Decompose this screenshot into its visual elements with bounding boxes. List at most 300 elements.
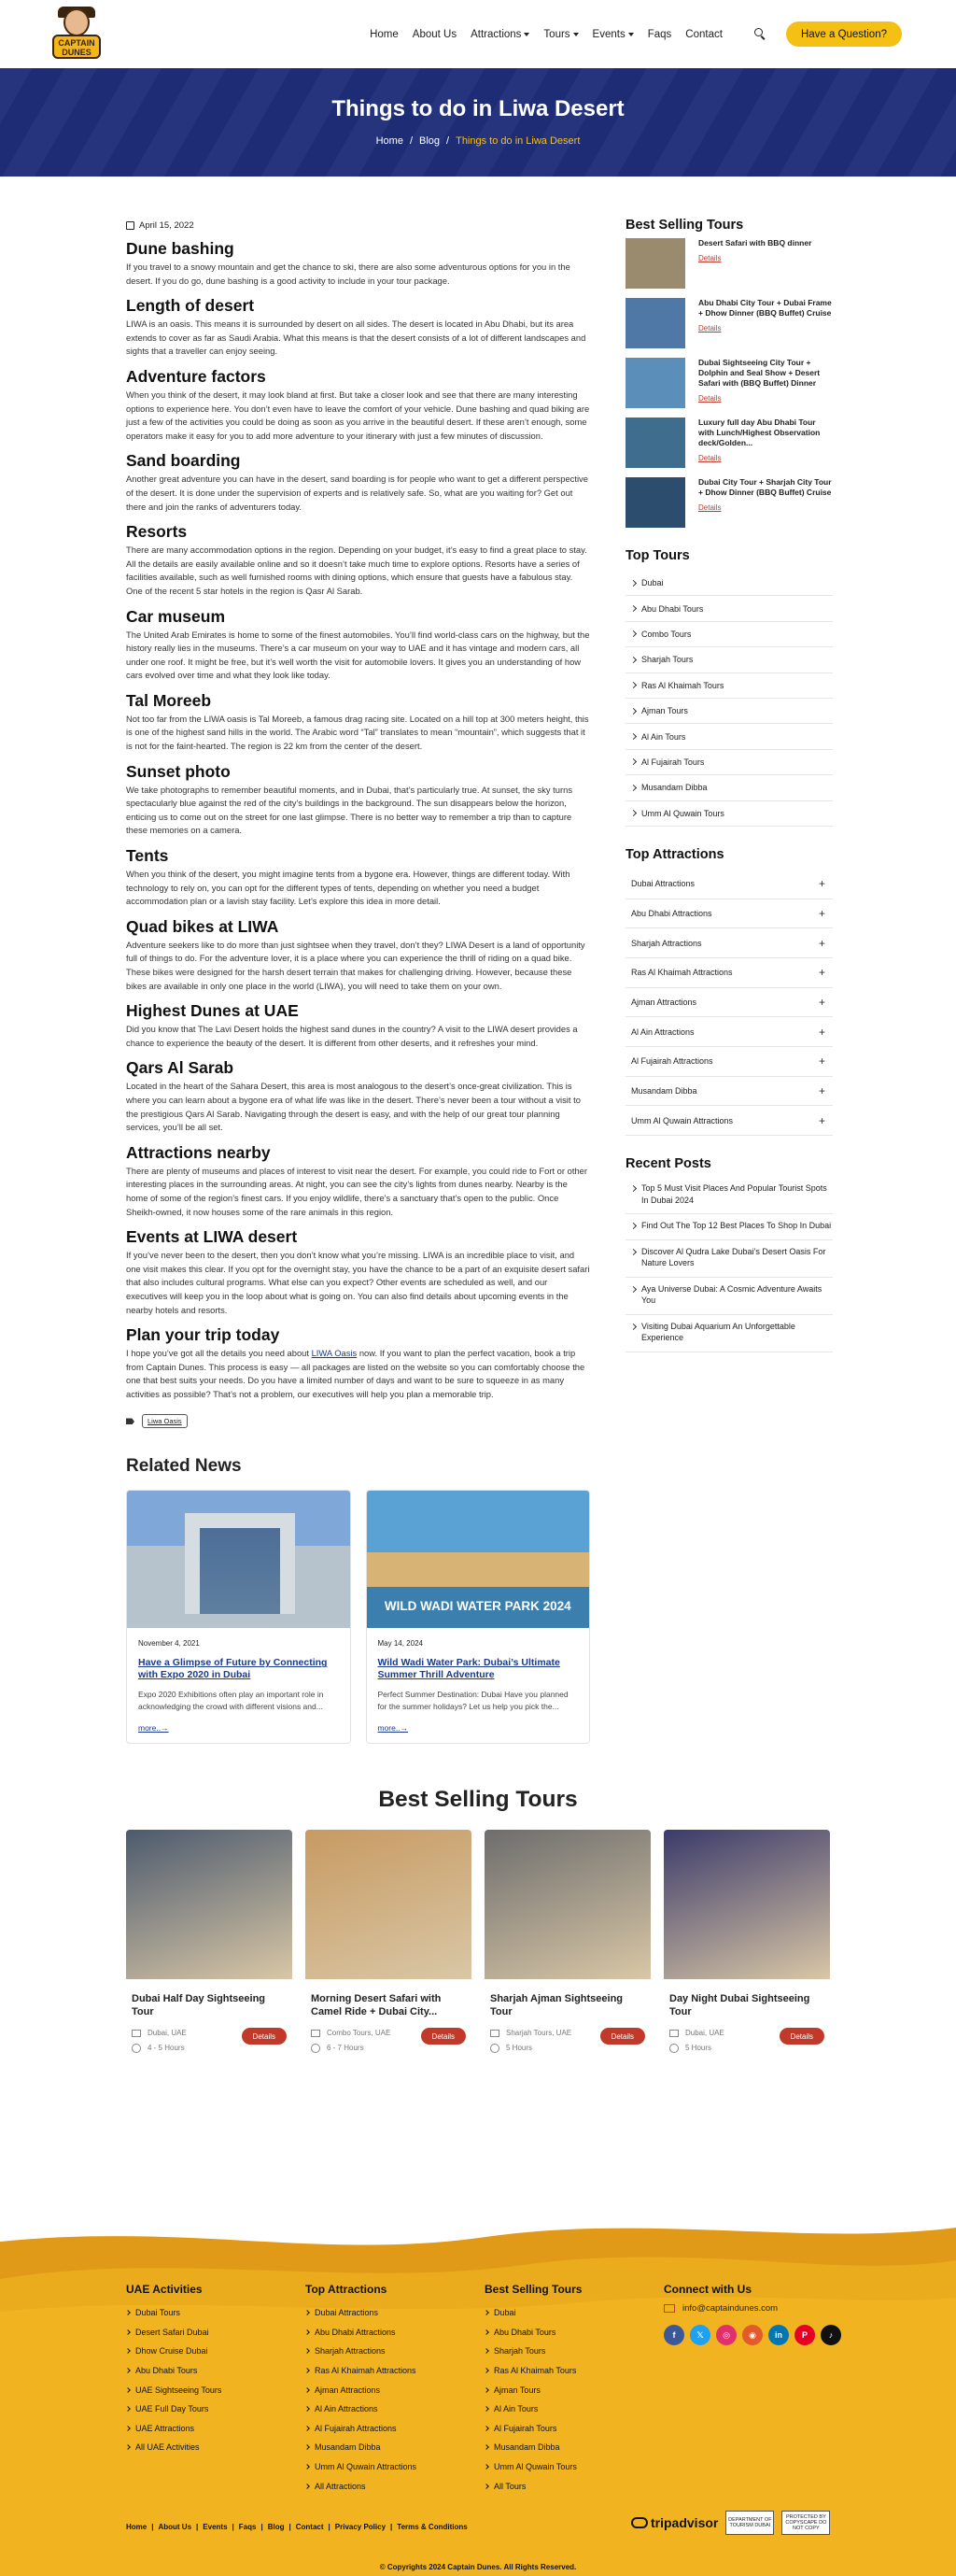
footer-link[interactable]: [305, 2476, 485, 2496]
top-tour-link[interactable]: [626, 750, 833, 775]
footer-link-label: Abu Dhabi Tours: [494, 2327, 556, 2337]
news-title-link[interactable]: Have a Glimpse of Future by Connecting with Expo 2020 in Dubai: [138, 1657, 328, 1681]
footer-link[interactable]: [485, 2323, 664, 2342]
recent-post-link[interactable]: [626, 1240, 833, 1278]
nav-item-home[interactable]: [370, 29, 399, 40]
post-date: [126, 220, 590, 231]
article: [126, 218, 590, 1744]
top-attraction-label: Al Ain Attractions: [631, 1026, 695, 1037]
recent-post-link[interactable]: [626, 1278, 833, 1315]
chevron-down-icon: [628, 33, 634, 36]
news-title-link[interactable]: Wild Wadi Water Park: Dubai’s Ultimate Summer Thrill Adventure: [377, 1657, 560, 1681]
captain-dunes-logo[interactable]: [52, 7, 101, 63]
best-selling-item[interactable]: [626, 238, 833, 289]
post-tags: [126, 1414, 590, 1428]
top-attraction-label: Al Fujairah Attractions: [631, 1056, 713, 1067]
chevron-right-icon: [484, 2484, 489, 2489]
chevron-right-icon: [304, 2464, 310, 2470]
tour-title[interactable]: Morning Desert Safari with Camel Ride + Dubai City...: [311, 1993, 442, 2018]
tour-title[interactable]: Dubai Half Day Sightseeing Tour: [132, 1993, 266, 2018]
footer-bottom-link[interactable]: Terms & Conditions: [397, 2523, 468, 2531]
footer-link-label: Umm Al Quwain Attractions: [315, 2462, 417, 2472]
x-icon[interactable]: 𝕏: [690, 2325, 710, 2345]
footer-link-label: Ajman Attractions: [315, 2385, 381, 2395]
chevron-right-icon: [304, 2484, 310, 2489]
footer-link-separator: |: [288, 2523, 291, 2531]
clock-icon: [132, 2044, 141, 2053]
recent-post-title: Top 5 Must Visit Places And Popular Tourist Spots In Dubai 2024: [641, 1183, 827, 1205]
footer-link[interactable]: [126, 2342, 305, 2361]
details-link[interactable]: Details: [698, 503, 722, 512]
footer-column-title: Top Attractions: [305, 2283, 387, 2296]
chevron-right-icon: [125, 2349, 131, 2355]
top-tour-label: Abu Dhabi Tours: [641, 603, 704, 614]
footer-link-label: Dubai: [494, 2308, 516, 2318]
top-tour-link[interactable]: [626, 801, 833, 827]
best-selling-item-body: [698, 358, 833, 408]
expo-2020-image[interactable]: [127, 1491, 350, 1628]
section-heading: Car museum: [126, 606, 226, 626]
breadcrumb-item[interactable]: Home: [375, 135, 403, 147]
top-attraction-label: Dubai Attractions: [631, 879, 696, 889]
chevron-right-icon: [304, 2445, 310, 2451]
mail-icon: [664, 2304, 675, 2313]
footer-link-label: Umm Al Quwain Tours: [494, 2462, 577, 2472]
chevron-right-icon: [630, 580, 637, 587]
top-attraction-item[interactable]: [626, 1106, 833, 1136]
footer-link[interactable]: [305, 2361, 485, 2381]
tour-image[interactable]: [485, 1830, 651, 1979]
search-icon[interactable]: [754, 28, 767, 41]
nav-item-events[interactable]: [593, 29, 634, 40]
logo-face: [63, 8, 90, 36]
footer-column: [305, 2283, 485, 2496]
tour-duration: [132, 2043, 187, 2054]
footer-link[interactable]: [126, 2438, 305, 2457]
top-tour-label: Musandam Dibba: [641, 783, 708, 793]
related-news-card[interactable]: [366, 1490, 591, 1744]
best-selling-tours-grid: [0, 1830, 956, 2065]
footer-bottom-link[interactable]: Events: [203, 2523, 228, 2531]
chevron-right-icon: [630, 1185, 637, 1192]
footer-link[interactable]: [485, 2438, 664, 2457]
sidebar: [626, 218, 833, 1744]
tour-location-text: Dubai, UAE: [148, 2029, 187, 2038]
tripadvisor-text: tripadvisor: [651, 2515, 719, 2530]
related-news-title: Related News: [126, 1456, 242, 1477]
tour-thumbnail[interactable]: [626, 298, 685, 348]
footer-link[interactable]: [305, 2457, 485, 2477]
section-paragraph: There are plenty of museums and places of interest to visit near the desert. For example, you could ride to Fort or other interesting places in the surrounding areas. At night, you can see the city’s lights from dunes nearby. Nearby is the home of some of the region’s finest cars. If you enjoy wildlife, there’s a sanctuary that’s open to the public. Once Sheikh-owned, it now houses some of the rare animals in this region.: [126, 1165, 587, 1217]
logo-text: CAPTAIN DUNES: [52, 35, 101, 59]
section-paragraph: We take photographs to remember beautiful moments, and in Dubai, that’s particularly true. At sunset, the sky turns spectacularly blue against the red of the city’s buildings in the background. The sun disappears below the horizon, enticing us to come out on the street for one last glimpse. There is no better way to remember a trip than to capture these memories on a camera.: [126, 784, 573, 836]
footer-column-title: UAE Activities: [126, 2283, 203, 2296]
footer-link[interactable]: [485, 2380, 664, 2399]
tour-duration: [669, 2043, 724, 2054]
section-paragraph: Adventure seekers like to do more than just sightsee when they travel, don’t they? LIWA Desert is a land of opportunity full of things to do. For the adventure lover, it is a place where you can experience the thrill of riding on a quad bike. These bikes were designed for the harsh desert terrain that makes for challenging driving. However, because these bikes are available in only one place in the world (LIWA), you will need to take them on your own.: [126, 939, 585, 991]
plus-icon[interactable]: +: [818, 966, 825, 980]
footer-link[interactable]: [485, 2419, 664, 2439]
tripadvisor-logo[interactable]: [631, 2515, 718, 2530]
chevron-right-icon: [630, 1223, 637, 1229]
footer-bottom-link[interactable]: About Us: [158, 2523, 192, 2531]
footer-bottom-link[interactable]: Faqs: [238, 2523, 257, 2531]
read-more-link[interactable]: more..→: [138, 1723, 169, 1734]
footer-link[interactable]: [305, 2399, 485, 2419]
chevron-right-icon: [630, 810, 637, 816]
chevron-right-icon: [125, 2426, 131, 2431]
section-heading: Tents: [126, 846, 169, 866]
best-selling-item-body: [698, 298, 833, 348]
tour-meta: [485, 2028, 651, 2058]
map-icon: [132, 2030, 141, 2037]
chevron-right-icon: [630, 657, 637, 663]
tiktok-icon[interactable]: ♪: [821, 2325, 841, 2345]
footer-link-label: Dhow Cruise Dubai: [135, 2346, 208, 2357]
have-a-question-button[interactable]: Have a Question?: [786, 21, 902, 47]
tour-location: [669, 2028, 724, 2039]
footer-link[interactable]: [126, 2380, 305, 2399]
plus-icon[interactable]: +: [818, 996, 825, 1009]
copyscape-badge: PROTECTED BY COPYSCAPE DO NOT COPY: [781, 2511, 830, 2535]
nav-item-label: Contact: [685, 28, 723, 40]
top-tour-label: Dubai: [641, 578, 664, 588]
nav-item-about-us[interactable]: [413, 29, 457, 40]
top-tour-link[interactable]: [626, 596, 833, 621]
footer-link[interactable]: [305, 2342, 485, 2361]
news-date: May 14, 2024: [377, 1639, 423, 1649]
top-tour-link[interactable]: [626, 699, 833, 724]
chevron-right-icon: [125, 2310, 131, 2315]
tour-location: [490, 2028, 571, 2039]
tour-image[interactable]: [664, 1830, 830, 1979]
top-tour-label: Ras Al Khaimah Tours: [641, 680, 724, 690]
footer-link-separator: |: [196, 2523, 199, 2531]
top-tour-link[interactable]: [626, 571, 833, 596]
tour-thumbnail[interactable]: [626, 358, 685, 408]
footer-bottom-link[interactable]: Home: [126, 2523, 148, 2531]
chevron-right-icon: [484, 2426, 489, 2431]
liwa-oasis-link[interactable]: LIWA Oasis: [311, 1348, 358, 1359]
footer-column: [126, 2283, 305, 2496]
tour-card[interactable]: [664, 1830, 830, 2065]
footer-bottom-link[interactable]: Contact: [295, 2523, 324, 2531]
footer-link[interactable]: [485, 2361, 664, 2381]
footer-link[interactable]: [126, 2399, 305, 2419]
section-heading: Tal Moreeb: [126, 690, 212, 710]
nav-item-label: Home: [370, 28, 399, 40]
top-attraction-item[interactable]: [626, 1047, 833, 1077]
nav-item-attractions[interactable]: [471, 29, 529, 40]
main-nav: [356, 29, 723, 40]
best-selling-item[interactable]: [626, 358, 833, 408]
top-attractions-list: [626, 870, 833, 1136]
top-tour-label: Sharjah Tours: [641, 655, 694, 665]
footer-link[interactable]: [485, 2342, 664, 2361]
nav-item-label: Faqs: [647, 28, 672, 40]
best-selling-tours-heading: Best Selling Tours: [626, 218, 744, 233]
footer-link-label: Ajman Tours: [494, 2385, 541, 2395]
breadcrumb: [0, 135, 956, 147]
plus-icon[interactable]: +: [818, 906, 825, 920]
top-tour-link[interactable]: [626, 673, 833, 699]
section-paragraph: [126, 1347, 590, 1401]
details-button[interactable]: Details: [421, 2028, 466, 2045]
tour-info: [132, 2028, 187, 2058]
page-hero: [0, 68, 956, 177]
copyright: © Copyrights 2024 Captain Dunes. All Rights Reserved.: [379, 2563, 577, 2571]
rss-icon[interactable]: ◉: [742, 2325, 763, 2345]
footer-link-label: Dubai Attractions: [315, 2308, 379, 2318]
map-icon: [311, 2030, 320, 2037]
footer-link[interactable]: [305, 2303, 485, 2323]
tour-card[interactable]: [485, 1830, 651, 2065]
top-tour-link[interactable]: [626, 647, 833, 672]
nav-item-label: Attractions: [471, 28, 522, 40]
tour-thumbnail[interactable]: [626, 238, 685, 289]
section-paragraph: Located in the heart of the Sahara Desert, this area is most analogous to the desert’s once-great civilization. This is where you can learn about a bygone era of what life was like in the desert. There’s never been a tour without a visit to the prestigious Qars Al Sarab. Navigating through the desert is easy, and with the help of our great tour planning services, you’ll be all set.: [126, 1081, 581, 1133]
footer-column: [485, 2283, 664, 2496]
chevron-right-icon: [630, 758, 637, 765]
wild-wadi-image-text: WILD WADI WATER PARK 2024: [384, 1599, 571, 1614]
section-paragraph: LIWA is an oasis. This means it is surrounded by desert on all sides. The desert is located in Abu Dhabi, but its area extends to cover as far as Saudi Arabia. What this means is that the desert consists of a lot of different landscapes and sights that a traveller can enjoy seeing.: [126, 318, 586, 357]
footer-link[interactable]: [305, 2419, 485, 2439]
footer-link-label: Musandam Dibba: [494, 2442, 560, 2453]
section-paragraph: The United Arab Emirates is home to some of the finest automobiles. You’ll find world-class cars on the highway, but the history really lies in the museums. There’s a car museum on your way to UAE and it has vintage and modern cars, all under one roof. It might be free, but it’s well worth the visit for automobile lovers. It gives you an understanding of how cars evolved over time and what they look like today.: [126, 629, 590, 681]
clock-icon: [669, 2044, 679, 2053]
tour-card[interactable]: [126, 1830, 292, 2065]
breadcrumb-item: Things to do in Liwa Desert: [456, 135, 581, 147]
tour-thumbnail[interactable]: [626, 477, 685, 528]
section-heading: Events at LIWA desert: [126, 1227, 298, 1247]
tag-liwa-oasis[interactable]: Liwa Oasis: [142, 1414, 188, 1428]
footer-link-separator: |: [151, 2523, 154, 2531]
tour-location-text: Sharjah Tours, UAE: [506, 2029, 572, 2038]
top-attraction-item[interactable]: [626, 988, 833, 1018]
tour-title[interactable]: Luxury full day Abu Dhabi Tour with Lunch/Highest Observation deck/Golden...: [698, 418, 821, 447]
footer-link-label: All Attractions: [315, 2481, 366, 2491]
top-tour-link[interactable]: [626, 622, 833, 647]
section-heading: Attractions nearby: [126, 1142, 271, 1162]
details-link[interactable]: Details: [698, 394, 722, 403]
top-tour-label: Umm Al Quwain Tours: [641, 808, 724, 818]
plus-icon[interactable]: +: [818, 1025, 825, 1039]
top-tour-link[interactable]: [626, 775, 833, 800]
section-paragraph: When you think of the desert, you might imagine tents from a bygone era. However, things are different today. With technology to rely on, you can opt for the different types of tents, depending on whether you need a budget accommodation plan or a lavish stay facility. Let’s explore this idea in more detail.: [126, 869, 570, 907]
tour-title[interactable]: Day Night Dubai Sightseeing Tour: [669, 1993, 810, 2018]
top-attraction-label: Musandam Dibba: [631, 1086, 697, 1097]
facebook-icon[interactable]: f: [664, 2325, 684, 2345]
post-date-text: April 15, 2022: [139, 220, 194, 231]
top-tour-label: Combo Tours: [641, 629, 692, 639]
footer-link-label: Ras Al Khaimah Attractions: [315, 2366, 416, 2376]
nav-item-label: About Us: [412, 28, 457, 40]
related-news-list: [126, 1490, 590, 1744]
footer-link[interactable]: [126, 2419, 305, 2439]
top-tours-heading: Top Tours: [626, 548, 690, 563]
chevron-right-icon: [484, 2387, 489, 2393]
footer-link-label: Sharjah Tours: [494, 2346, 546, 2357]
top-tour-label: Al Fujairah Tours: [641, 757, 705, 767]
footer-link-label: Sharjah Attractions: [315, 2346, 386, 2357]
footer-link-separator: |: [328, 2523, 330, 2531]
related-news-card[interactable]: [126, 1490, 351, 1744]
footer-link[interactable]: [126, 2361, 305, 2381]
tour-title[interactable]: Desert Safari with BBQ dinner: [698, 238, 812, 248]
best-selling-item[interactable]: [626, 298, 833, 348]
recent-post-link[interactable]: [626, 1214, 833, 1240]
details-link[interactable]: Details: [698, 324, 722, 333]
breadcrumb-separator: /: [409, 135, 413, 147]
footer-link[interactable]: [126, 2303, 305, 2323]
tour-info: [669, 2028, 724, 2058]
tour-location-text: Combo Tours, UAE: [327, 2029, 391, 2038]
footer-link-label: Al Fujairah Tours: [494, 2423, 557, 2433]
tour-meta: [126, 2028, 292, 2058]
clock-icon: [311, 2044, 320, 2053]
tour-location: [311, 2028, 390, 2039]
footer-link[interactable]: [485, 2303, 664, 2323]
footer-link-label: Al Fujairah Attractions: [315, 2423, 397, 2433]
top-attraction-item[interactable]: [626, 1017, 833, 1047]
details-button[interactable]: Details: [600, 2028, 645, 2045]
footer-link-label: UAE Full Day Tours: [135, 2404, 209, 2414]
tour-title[interactable]: Dubai City Tour + Sharjah City Tour + Dhow Dinner (BBQ Buffet) Cruise: [698, 477, 832, 497]
instagram-icon[interactable]: ◎: [716, 2325, 737, 2345]
best-selling-item[interactable]: [626, 477, 833, 528]
section-heading: Sunset photo: [126, 761, 231, 781]
breadcrumb-separator: /: [446, 135, 450, 147]
footer-link[interactable]: [485, 2457, 664, 2477]
tour-thumbnail[interactable]: [626, 418, 685, 468]
chevron-right-icon: [630, 682, 637, 688]
nav-item-contact[interactable]: [685, 29, 723, 40]
nav-item-label: Events: [592, 28, 626, 40]
chevron-right-icon: [484, 2406, 489, 2412]
best-selling-item[interactable]: [626, 418, 833, 468]
wild-wadi-image[interactable]: [367, 1491, 590, 1628]
top-attraction-item[interactable]: [626, 870, 833, 899]
footer-link[interactable]: [305, 2380, 485, 2399]
section-paragraph: When you think of the desert, it may look bland at first. But take a closer look and see that there are many interesting options to experience here. You don’t even have to leave the comfort of your vehicle. Dune bashing and quad biking are just a few of the activities you could be doing as soon as you arrive in the beautiful desert. If these aren’t enough, some operators make it easy for you to add more adventure to your itinerary with just a few minutes of discussion.: [126, 389, 590, 441]
social-links: [664, 2325, 841, 2345]
chevron-right-icon: [125, 2406, 131, 2412]
map-icon: [490, 2030, 499, 2037]
top-attraction-item[interactable]: [626, 1077, 833, 1107]
top-tour-label: Ajman Tours: [641, 706, 688, 716]
recent-post-link[interactable]: [626, 1315, 833, 1352]
footer-bottom-link[interactable]: Blog: [267, 2523, 285, 2531]
email-link[interactable]: [664, 2303, 843, 2314]
footer-links: [126, 2523, 468, 2531]
top-attraction-item[interactable]: [626, 958, 833, 988]
chevron-right-icon: [125, 2368, 131, 2373]
chevron-right-icon: [125, 2445, 131, 2451]
email-text: info@captaindunes.com: [682, 2303, 779, 2314]
site-footer: [0, 2214, 956, 2576]
nav-item-faqs[interactable]: [648, 29, 672, 40]
plus-icon[interactable]: +: [818, 1084, 825, 1098]
section-heading: Qars Al Sarab: [126, 1058, 234, 1078]
recent-posts-list: [626, 1177, 833, 1352]
tour-card[interactable]: [305, 1830, 471, 2065]
calendar-icon: [126, 221, 134, 230]
footer-link[interactable]: [485, 2476, 664, 2496]
details-link[interactable]: Details: [698, 254, 722, 262]
nav-item-tours[interactable]: [543, 29, 578, 40]
chevron-down-icon: [524, 33, 529, 36]
top-attraction-item[interactable]: [626, 899, 833, 929]
best-selling-item-body: [698, 477, 833, 528]
plus-icon[interactable]: +: [818, 1113, 825, 1127]
tour-image[interactable]: [126, 1830, 292, 1979]
clock-icon: [490, 2044, 499, 2053]
chevron-right-icon: [630, 1286, 637, 1293]
plus-icon[interactable]: +: [818, 1054, 825, 1069]
footer-badges: [631, 2511, 830, 2535]
section-heading: Plan your trip today: [126, 1325, 280, 1345]
footer-link-separator: |: [232, 2523, 234, 2531]
details-button[interactable]: Details: [242, 2028, 287, 2045]
page-title: Things to do in Liwa Desert: [331, 96, 625, 121]
map-icon: [669, 2030, 679, 2037]
section-heading: Length of desert: [126, 296, 255, 316]
chevron-right-icon: [630, 708, 637, 715]
top-tour-label: Al Ain Tours: [641, 731, 686, 742]
chevron-right-icon: [125, 2329, 131, 2335]
tour-title[interactable]: Sharjah Ajman Sightseeing Tour: [490, 1993, 624, 2018]
chevron-right-icon: [630, 605, 637, 612]
section-heading: Sand boarding: [126, 451, 241, 471]
chevron-right-icon: [304, 2387, 310, 2393]
recent-post-link[interactable]: [626, 1177, 833, 1214]
footer-link[interactable]: [126, 2323, 305, 2342]
footer-link[interactable]: [485, 2399, 664, 2419]
tour-location: [132, 2028, 187, 2039]
tour-title[interactable]: Dubai Sightseeing City Tour + Dolphin and Seal Show + Desert Safari with (BBQ Buffet) Dinner: [698, 358, 821, 388]
footer-link[interactable]: [305, 2323, 485, 2342]
linkedin-icon[interactable]: in: [768, 2325, 789, 2345]
chevron-right-icon: [630, 1323, 637, 1330]
chevron-right-icon: [630, 1249, 637, 1255]
nav-item-label: Tours: [543, 28, 570, 40]
chevron-right-icon: [304, 2426, 310, 2431]
section-paragraph: There are many accommodation options in the region. Depending on your budget, it’s easy to find a great place to stay. All the details are easily available online and so it doesn’t take much time to explore options. Resorts have a series of facilities available, such as well furnished rooms with dining options, which ensure that guests have a fabulous stay. One of the recent 5 star hotels in the region is Qasr Al Sarab.: [126, 545, 587, 596]
best-selling-item-body: [698, 238, 811, 289]
read-more-link[interactable]: more..→: [377, 1723, 409, 1734]
top-attraction-item[interactable]: [626, 928, 833, 958]
chevron-right-icon: [304, 2329, 310, 2335]
tour-image[interactable]: [305, 1830, 471, 1979]
tour-title[interactable]: Abu Dhabi City Tour + Dubai Frame + Dhow Dinner (BBQ Buffet) Cruise: [698, 298, 832, 318]
breadcrumb-item[interactable]: Blog: [419, 135, 441, 147]
footer-link[interactable]: [305, 2438, 485, 2457]
details-button[interactable]: Details: [780, 2028, 824, 2045]
top-attraction-label: Ras Al Khaimah Attractions: [631, 968, 733, 978]
footer-link-label: Musandam Dibba: [315, 2442, 381, 2453]
top-tour-link[interactable]: [626, 724, 833, 749]
section-heading: Dune bashing: [126, 239, 234, 258]
tour-location-text: Dubai, UAE: [685, 2029, 724, 2038]
plus-icon[interactable]: +: [818, 936, 825, 950]
details-link[interactable]: Details: [698, 454, 722, 462]
footer-columns: [126, 2283, 843, 2496]
chevron-right-icon: [484, 2464, 489, 2470]
plus-icon[interactable]: +: [818, 877, 825, 891]
footer-bottom-link[interactable]: Privacy Policy: [334, 2523, 387, 2531]
top-attraction-label: Abu Dhabi Attractions: [631, 908, 712, 918]
pinterest-icon[interactable]: P: [794, 2325, 815, 2345]
